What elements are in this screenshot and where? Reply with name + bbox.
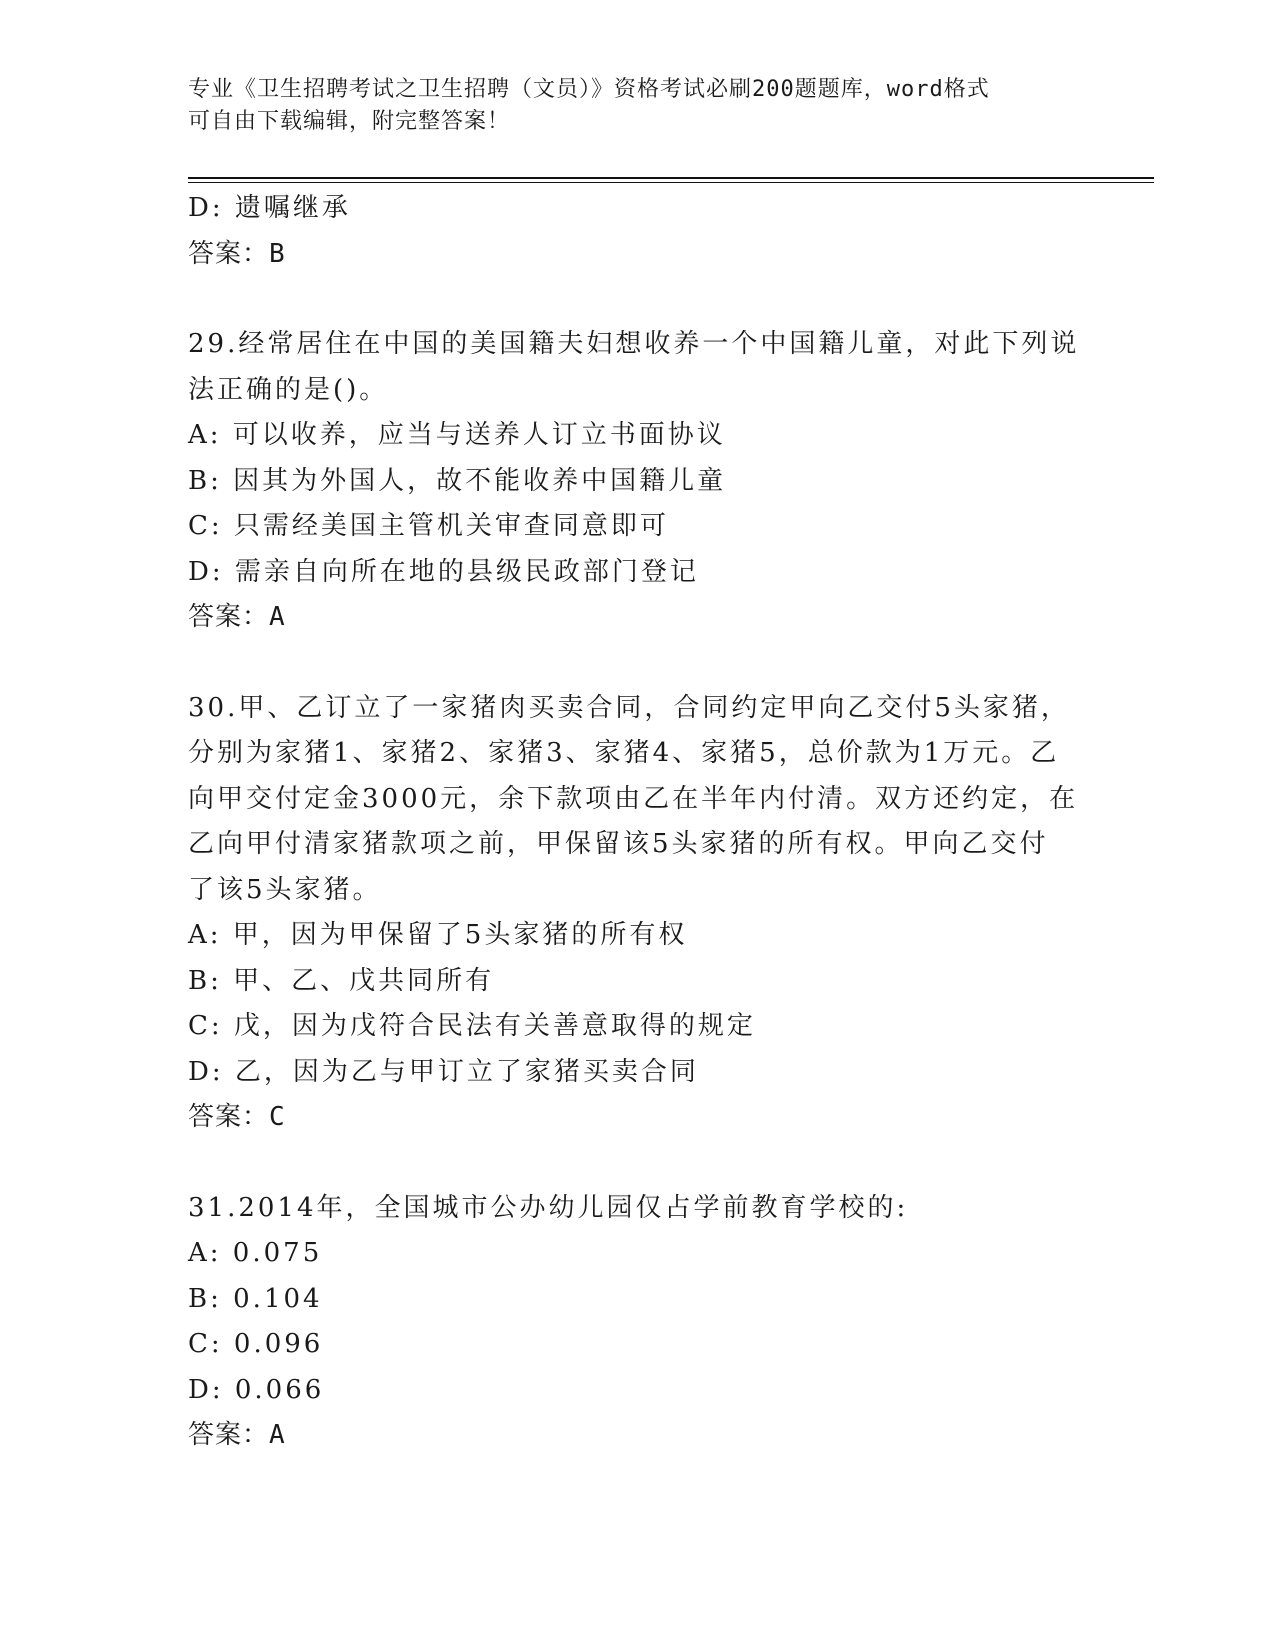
spacer [188, 1141, 1088, 1186]
option-b: B: 甲、乙、戊共同所有 [188, 965, 495, 996]
option-d: D: 0.066 [188, 1374, 325, 1405]
option-c: C: 只需经美国主管机关审查同意即可 [188, 511, 669, 541]
spacer [188, 641, 1088, 686]
header-divider-thin [188, 182, 1154, 183]
answer: 答案：A [188, 602, 286, 632]
answer: 答案：C [188, 1102, 286, 1132]
question-content [188, 186, 1088, 1459]
option-a: A: 可以收养，应当与送养人订立书面协议 [188, 420, 726, 450]
question-stem-line: 乙向甲付清家猪款项之前，甲保留该5头家猪的所有权。甲向乙交付 [188, 829, 1049, 859]
option-d: D: 需亲自向所在地的县级民政部门登记 [188, 556, 699, 587]
question-31 [188, 1186, 1088, 1459]
prev-option-d: D: 遗嘱继承 [188, 193, 351, 223]
option-a: A: 0.075 [188, 1238, 323, 1268]
question-29 [188, 322, 1088, 641]
question-stem-line: 29.经常居住在中国的美国籍夫妇想收养一个中国籍儿童，对此下列说 [188, 329, 1080, 359]
question-stem-line: 30.甲、乙订立了一家猪肉买卖合同，合同约定甲向乙交付5头家猪， [188, 692, 1070, 723]
prev-answer: 答案：B [188, 238, 286, 269]
document-header [188, 74, 1088, 138]
option-d: D: 乙，因为乙与甲订立了家猪买卖合同 [188, 1056, 699, 1087]
question-stem-line: 了该5头家猪。 [188, 874, 382, 905]
header-divider-thick [188, 177, 1154, 179]
option-a: A: 甲，因为甲保留了5头家猪的所有权 [188, 920, 688, 950]
option-c: C: 0.096 [188, 1329, 324, 1359]
spacer [188, 277, 1088, 322]
header-line-2: 可自由下载编辑，附完整答案！ [188, 109, 511, 134]
option-b: B: 因其为外国人，故不能收养中国籍儿童 [188, 465, 727, 496]
option-c: C: 戊，因为戊符合民法有关善意取得的规定 [188, 1011, 756, 1041]
question-stem-line: 31.2014年，全国城市公办幼儿园仅占学前教育学校的: [188, 1192, 909, 1223]
answer: 答案：A [188, 1420, 286, 1450]
question-stem-line: 向甲交付定金3000元，余下款项由乙在半年内付清。双方还约定，在 [188, 783, 1079, 814]
question-stem-line: 法正确的是()。 [188, 374, 389, 405]
option-b: B: 0.104 [188, 1283, 323, 1314]
question-stem-line: 分别为家猪1、家猪2、家猪3、家猪4、家猪5，总价款为1万元。乙 [188, 738, 1060, 768]
question-30 [188, 686, 1088, 1141]
header-line-1: 专业《卫生招聘考试之卫生招聘（文员）》资格考试必刷200题题库，word格式 [188, 77, 990, 102]
